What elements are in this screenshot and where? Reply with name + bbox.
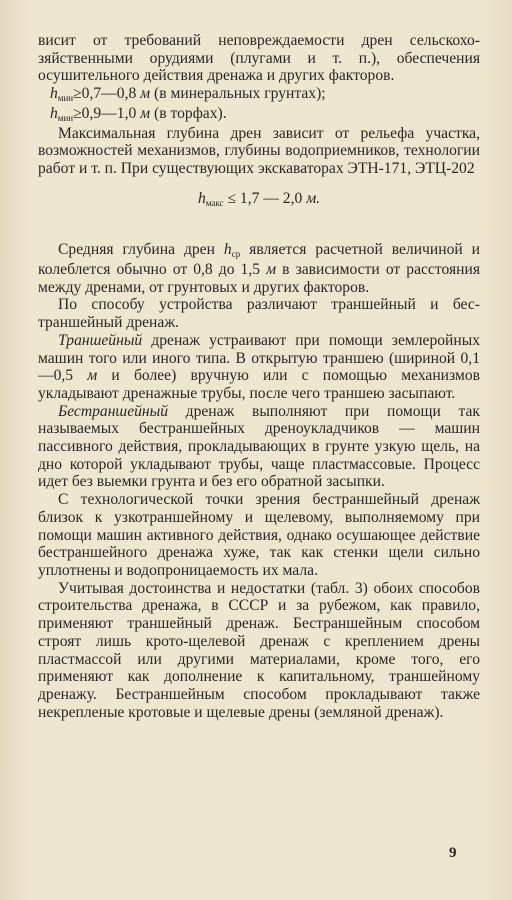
paragraph-5 [38,332,480,403]
formula-subscript: ср [231,249,241,260]
formula-relation: ≥0,9—1,0 [73,104,137,122]
page-number: 9 [449,845,457,861]
paragraph-4: По способу устройства различают траншейный и бестраншейный дренаж. [38,296,480,332]
formula-hmax [38,190,480,210]
paragraph-5-unit: м [87,367,98,385]
formula-variable: h [223,241,232,259]
paragraph-3-tail: в зависимости от расстояния между дренами, от грунтовых и других факторов. [38,261,480,296]
page-text [38,32,480,721]
term-trench: Траншейный [58,331,143,349]
formula-unit: м. [306,189,321,207]
formula-note: (в торфах). [154,104,227,122]
paragraph-8: Учитывая достоинства и недостатки (табл. 3) обоих способов строительства дренажа, в СССР и за рубежом, как правило, применяют траншейный дренаж. Бестраншейным способом строят лишь крото-щелевой дренаж с креплением дрены пластмассой или другими материалами, кроме того, его применяют как дополнение к капитальному, траншейному дренажу. Бестраншейным способом прокладывают также некрепленые кротовые и щелевые дрены (земляной дренаж). [38,579,480,721]
formula-unit: м [140,85,151,103]
formula-subscript: мин [57,112,74,123]
paragraph-6-body: дренаж выполняют при помощи так называемых бестраншейных дреноукладчиков — машин пассивного действия, прокладывающих в грунте узкую щель, на дно которой укладывают трубы, чаще пластмассовые. Процесс идет без выемки грунта и без его обратной засыпки. [38,402,480,491]
paragraph-1: висит от требований неповреждаемости дрен сельскохозяйственными орудиями (плугами и т. п.), обеспечения осушительного действия дренажа и других факторов. [38,32,480,85]
paragraph-3 [38,241,480,296]
formula-hmin-peat [38,105,480,125]
term-trenchless: Бестраншейный [58,402,169,420]
formula-hmin-mineral [38,85,480,105]
paragraph-3-lead: Средняя глубина дрен [58,241,215,259]
paragraph-5-tail: и более) вручную или с помощью механизмов укладывают дренажные трубы, после чего траншею засыпают. [38,367,480,402]
formula-relation: ≤ 1,7 — 2,0 [227,189,303,207]
formula-variable: h [50,85,58,103]
formula-relation: ≥0,7—0,8 [73,85,137,103]
formula-subscript: макс [205,197,224,208]
paragraph-5-body: дренаж устраивают при помощи землеройных машин того или иного типа. В открытую траншею (шириной 0,1—0,5 [38,331,481,385]
formula-variable: h [197,189,206,207]
formula-note: (в минеральных грунтах); [154,85,326,103]
paragraph-6 [38,403,480,492]
paragraph-2: Максимальная глубина дрен зависит от рельефа участка, возможностей механизмов, глубины водоприемников, технологии работ и т. п. При существующих экскаваторах ЭТН-171, ЭТЦ-202 [38,124,480,177]
formula-unit: м [140,104,151,122]
paragraph-3-unit: м [266,261,277,279]
paragraph-7: С технологической точки зрения бестраншейный дренаж близок к узкотраншейному и щелевому, выполняемому при помощи машин активного действия, однако осушающее действие бестраншейного дренажа хуже, так как стенки щели сильно уплотнены и водопроницаемость их мала. [38,491,480,579]
formula-variable: h [50,104,58,122]
formula-subscript: мин [57,93,74,104]
paragraph-3-body: является расчетной величиной и колеблется обычно от 0,8 до 1,5 [38,241,481,279]
